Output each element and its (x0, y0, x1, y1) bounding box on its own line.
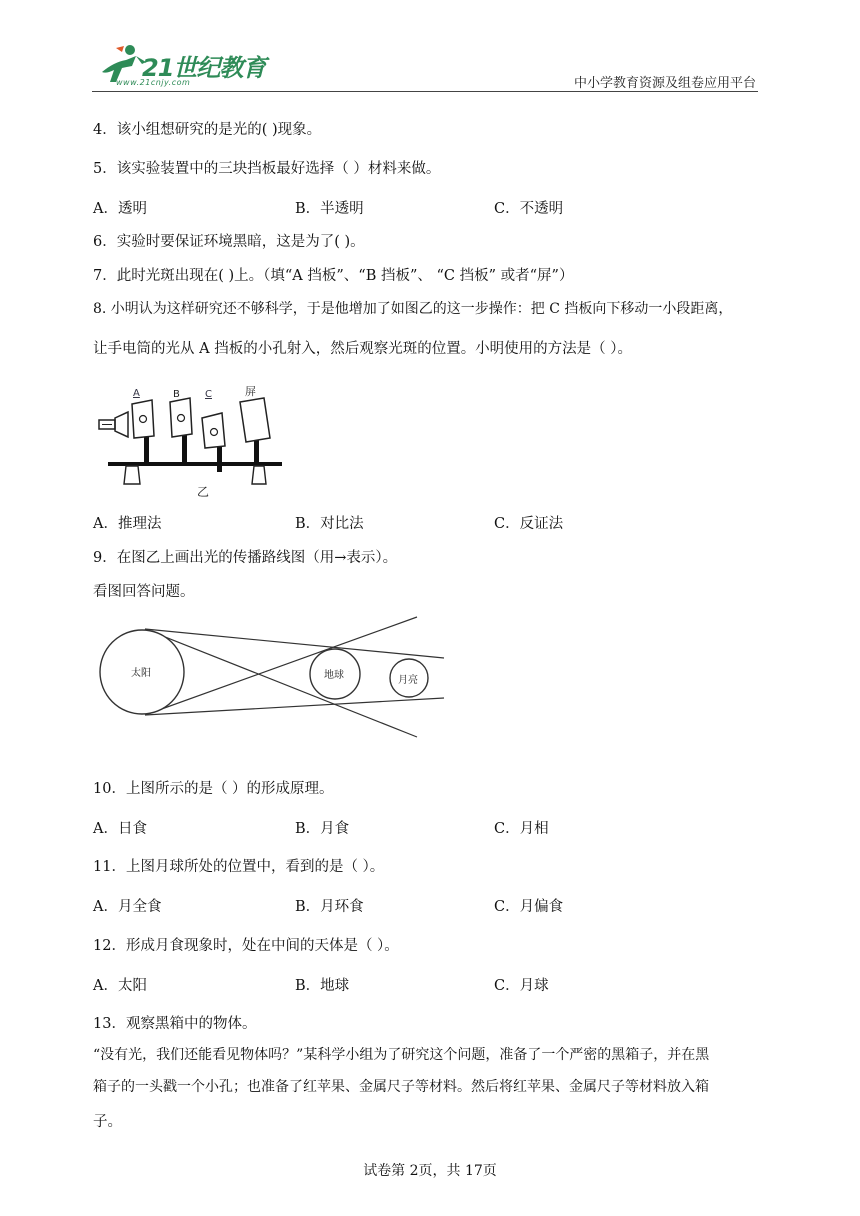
q11-option-a: A．月全食 (93, 899, 162, 915)
q10-option-a: A．日食 (93, 821, 147, 837)
question-6: 6．实验时要保证环境黑暗，这是为了( )。 (93, 234, 365, 250)
flashlight-icon (99, 412, 128, 437)
question-11: 11．上图月球所处的位置中，看到的是（ ）。 (93, 859, 385, 875)
page-footer: 试卷第 2页，共 17页 (363, 1163, 497, 1179)
q5-option-c: C．不透明 (494, 201, 564, 217)
question-13-paragraph-2: 箱子的一头戳一个小孔；也准备了红苹果、金属尺子等材料。然后将红苹果、金属尺子等材料放入箱 (93, 1079, 709, 1095)
sun-label: 太阳 (131, 668, 151, 679)
q10-option-c: C．月相 (494, 821, 549, 837)
figure-yi-caption: 乙 (197, 485, 210, 499)
platform-name: 中小学教育资源及组卷应用平台 (573, 76, 756, 91)
earth-label: 地球 (324, 670, 344, 681)
q12-option-b: B．地球 (295, 978, 350, 994)
question-13: 13．观察黑箱中的物体。 (93, 1016, 257, 1032)
q8-option-b: B．对比法 (295, 516, 364, 532)
moon-label: 月亮 (398, 675, 418, 686)
q8-option-a: A．推理法 (93, 516, 162, 532)
question-4: 4．该小组想研究的是光的( )现象。 (93, 122, 322, 138)
label-screen: 屏 (245, 385, 256, 398)
question-8-line-2: 让手电筒的光从 A 挡板的小孔射入，然后观察光斑的位置。小明使用的方法是（ ）。 (93, 341, 633, 357)
logo-text: 21世纪教育 (142, 54, 266, 82)
q8-option-c: C．反证法 (494, 516, 564, 532)
page-header (0, 0, 860, 100)
right-stand (252, 466, 266, 484)
label-c: C (205, 389, 212, 400)
q11-option-b: B．月环食 (295, 899, 364, 915)
q12-option-c: C．月球 (494, 978, 549, 994)
board-a (132, 400, 154, 462)
header-divider (92, 91, 758, 92)
board-screen (240, 398, 270, 462)
figure-yi-apparatus (94, 380, 294, 505)
question-13-paragraph-3: 子。 (93, 1114, 122, 1130)
figure-eclipse-diagram (95, 612, 450, 742)
question-8-line-1: 8. 小明认为这样研究还不够科学，于是他增加了如图乙的这一步操作：把 C 挡板向下移动一小段距离， (93, 301, 733, 317)
label-a: A (133, 388, 140, 399)
q5-option-a: A．透明 (93, 201, 147, 217)
left-stand (124, 466, 140, 484)
question-13-paragraph-1: “没有光，我们还能看见物体吗？”某科学小组为了研究这个问题，准备了一个严密的黑箱子，并在黑 (93, 1047, 710, 1063)
question-10: 10．上图所示的是（ ）的形成原理。 (93, 781, 334, 797)
label-b: B (173, 389, 180, 400)
q10-option-b: B．月食 (295, 821, 350, 837)
q12-option-a: A．太阳 (93, 978, 147, 994)
board-b (170, 398, 192, 462)
see-figure-instruction: 看图回答问题。 (93, 584, 195, 600)
q5-option-b: B．半透明 (295, 201, 364, 217)
question-9: 9．在图乙上画出光的传播路线图（用→表示）。 (93, 550, 398, 566)
logo-url: www.21cnjy.com (116, 78, 191, 87)
question-12: 12．形成月食现象时，处在中间的天体是（ ）。 (93, 938, 399, 954)
question-5: 5．该实验装置中的三块挡板最好选择（ ）材料来做。 (93, 161, 441, 177)
q11-option-c: C．月偏食 (494, 899, 564, 915)
question-7: 7．此时光斑出现在( )上。（填“A 挡板”、“B 挡板”、 “C 挡板” 或者“屏”） (93, 268, 574, 284)
